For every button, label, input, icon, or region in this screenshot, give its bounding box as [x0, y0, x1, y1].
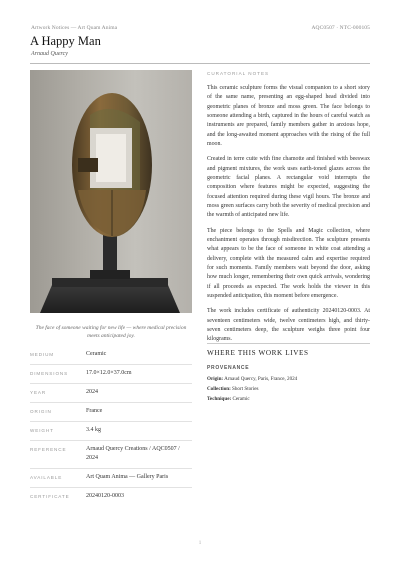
provenance-list — [207, 375, 370, 405]
spec-row — [30, 441, 192, 469]
spec-value: 20240120-0003 — [86, 492, 124, 499]
sculpture-illustration — [30, 70, 192, 313]
provenance-value: Arnaud Quercy, Paris, France, 2024 — [224, 376, 298, 382]
notes-paragraph: The piece belongs to the Spells and Magic collection, where enchantment operates through misdirection. The sculpture presents what appears to be the face of someone in white coat attending a delivery, complete with the measured calm and expertise required for such moments. Family members wait beyond the door, asking how much longer, remembering their own quick arrivals, wondering if all proceeds as expected. The work holds the viewer in this suspended anticipation, this moment before emergence. — [207, 227, 370, 299]
image-caption: The face of someone waiting for new life — where medical precision meets anticipated joy. — [35, 325, 187, 339]
spec-table — [30, 346, 192, 506]
spec-value: France — [86, 408, 103, 414]
provenance-label: PROVENANCE — [207, 365, 250, 371]
spec-row — [30, 384, 192, 403]
reference-code: AQC0507 · NTC-000105 — [311, 25, 370, 31]
provenance-key: Technique: — [207, 395, 232, 402]
spec-label: WEIGHT — [30, 428, 54, 433]
spec-row — [30, 469, 192, 488]
spec-value: 2024 — [86, 389, 98, 395]
spec-row — [30, 346, 192, 365]
notes-paragraph: The work includes certificate of authenticity 20240120-0003. At seventeen centimeters wide, twelve centimeters high, and thirty-seven centimeters deep, the sculpture weighs three point four kilograms. — [207, 308, 370, 343]
page-title: A Happy Man — [30, 34, 101, 48]
spec-label: YEAR — [30, 390, 47, 395]
spec-row — [30, 365, 192, 384]
spec-row — [30, 422, 192, 441]
spec-value: Arnaud Quercy Creations / AQC0507 / 2024 — [86, 446, 180, 462]
spec-label: REFERENCE — [30, 447, 67, 452]
artist-name: Arnaud Quercy — [31, 51, 68, 57]
spec-label: CERTIFICATE — [30, 493, 70, 499]
spec-value: 3.4 kg — [86, 427, 101, 433]
spec-row — [30, 403, 192, 422]
header-meta — [31, 25, 370, 31]
notes-label: CURATORIAL NOTES — [207, 71, 270, 76]
provenance-key: Origin: — [207, 376, 224, 382]
spec-value: 17.0×12.0×37.0cm — [86, 370, 132, 376]
provenance-line — [207, 385, 370, 395]
spec-value: Art Quam Anima — Gallery Paris — [86, 473, 169, 480]
notes-paragraph: Created in terre cuite with fine chamotte and finished with beeswax and pigment mixtures, the work uses earth-toned glazes across the geometric facial planes. A rectangular void interrupts the composition where features might be expected, suggesting the focused attention required during these vigil hours. The bronze and moss green surfaces carry both the severity of medical precision and the warmth of anticipated new life. — [207, 156, 370, 219]
provenance-line — [207, 395, 370, 405]
section-divider — [207, 343, 370, 344]
curatorial-notes — [207, 71, 370, 351]
spec-label: DIMENSIONS — [30, 371, 69, 376]
notes-paragraph: This ceramic sculpture forms the visual companion to a short story of the same name, presenting an egg-shaped head divided into geometric planes of bronze and moss green. The face belongs to someone attending a birth, captured in the hours of careful watch as instruments are prepared, family members gather in anxious hope, and the long-awaited moment approaches with the rising of the full moon. — [207, 85, 370, 147]
page-number: 1 — [198, 541, 202, 546]
header-divider — [30, 63, 370, 64]
spec-value: Ceramic — [86, 351, 107, 357]
provenance-value: Short Stories — [232, 385, 259, 392]
section-heading: WHERE THIS WORK LIVES — [207, 349, 309, 357]
series-label: Artwork Notices — Art Quam Anima — [31, 25, 118, 31]
spec-label: AVAILABLE — [30, 474, 63, 480]
spec-row — [30, 488, 192, 506]
artwork-photo — [30, 70, 192, 313]
spec-label: ORIGIN — [30, 409, 52, 414]
provenance-line — [207, 375, 370, 385]
provenance-value: Ceramic — [232, 395, 250, 402]
spec-label: MEDIUM — [30, 352, 55, 357]
provenance-key: Collection: — [207, 385, 231, 392]
